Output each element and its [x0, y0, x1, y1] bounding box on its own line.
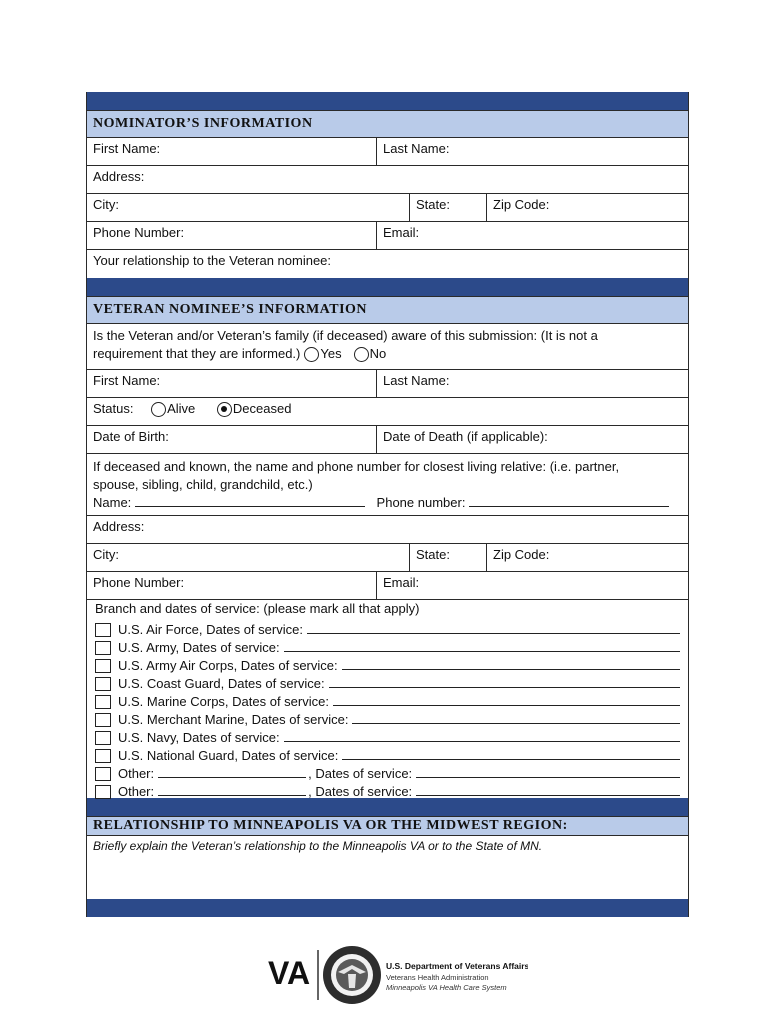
other-branch-input[interactable]	[158, 783, 306, 796]
branch-checkbox[interactable]	[95, 641, 111, 655]
va-footer-logo	[268, 938, 528, 1018]
relative-phone-input[interactable]	[469, 494, 669, 507]
nominee-address-row	[87, 516, 688, 544]
nominee-dates-row	[87, 426, 688, 454]
branch-checkbox[interactable]	[95, 677, 111, 691]
section-bar	[87, 92, 688, 110]
branch-label: U.S. Army Air Corps, Dates of service:	[118, 658, 338, 673]
branch-row	[95, 709, 680, 727]
branch-intro: Branch and dates of service: (please mark all that apply)	[95, 601, 420, 616]
nominee-phone-field[interactable]: Phone Number:	[93, 575, 185, 590]
branch-dates-input[interactable]	[333, 693, 680, 706]
nominee-email-field[interactable]: Email:	[376, 572, 688, 599]
other-label: Other:	[118, 766, 155, 781]
nominator-state-field[interactable]: State:	[409, 194, 486, 221]
other-dates-label: , Dates of service:	[308, 784, 413, 799]
branch-row	[95, 655, 680, 673]
other-branch-input[interactable]	[158, 765, 306, 778]
nominee-address-field[interactable]: Address:	[93, 519, 145, 534]
branch-row	[95, 637, 680, 655]
other-dates-input[interactable]	[416, 765, 680, 778]
va-admin-text: Veterans Health Administration	[386, 973, 489, 982]
awareness-question-cont: requirement that they are informed.)	[93, 346, 301, 361]
branch-dates-input[interactable]	[342, 747, 680, 760]
other-checkbox[interactable]	[95, 767, 111, 781]
aware-no-label: No	[369, 346, 387, 361]
nominee-status-row	[87, 398, 688, 426]
other-row	[95, 763, 680, 781]
va-dept-text: U.S. Department of Veterans Affairs	[386, 961, 528, 971]
status-deceased-label: Deceased	[232, 401, 292, 416]
awareness-question: Is the Veteran and/or Veteran’s family (if deceased) aware of this submission: (It is not a	[93, 328, 598, 343]
branch-row	[95, 727, 680, 745]
relationship-prompt: Briefly explain the Veteran’s relationship to the Minneapolis VA or to the State of MN.	[93, 839, 543, 853]
nominator-zip-field[interactable]: Zip Code:	[486, 194, 688, 221]
nominee-state-field[interactable]: State:	[409, 544, 486, 571]
branch-checkbox[interactable]	[95, 713, 111, 727]
date-of-birth-field[interactable]: Date of Birth:	[93, 429, 169, 444]
branch-label: U.S. Merchant Marine, Dates of service:	[118, 712, 349, 727]
nominator-relationship-field[interactable]: Your relationship to the Veteran nominee:	[93, 253, 332, 268]
nominator-relationship-row	[87, 250, 688, 278]
branch-dates-input[interactable]	[342, 657, 680, 670]
relative-name-label: Name:	[93, 495, 132, 510]
nominator-phone-field[interactable]: Phone Number:	[93, 225, 185, 240]
other-dates-label: , Dates of service:	[308, 766, 413, 781]
nominee-name-row	[87, 370, 688, 398]
branch-row	[95, 745, 680, 763]
nominator-city-row	[87, 194, 688, 222]
nominator-address-row	[87, 166, 688, 194]
aware-yes-radio[interactable]	[304, 347, 319, 362]
relative-name-input[interactable]	[135, 494, 365, 507]
relationship-explain-field[interactable]	[87, 836, 688, 899]
nominee-last-name-field[interactable]: Last Name:	[376, 370, 688, 397]
nominator-email-field[interactable]: Email:	[376, 222, 688, 249]
nominee-header: VETERAN NOMINEE’S INFORMATION	[87, 296, 688, 324]
nominator-contact-row	[87, 222, 688, 250]
branch-section	[87, 600, 688, 798]
awareness-row	[87, 324, 688, 370]
branch-label: U.S. Air Force, Dates of service:	[118, 622, 303, 637]
branch-dates-input[interactable]	[329, 675, 680, 688]
branch-label: U.S. National Guard, Dates of service:	[118, 748, 339, 763]
branch-dates-input[interactable]	[284, 729, 680, 742]
va-system-text: Minneapolis VA Health Care System	[386, 983, 507, 992]
other-checkbox[interactable]	[95, 785, 111, 799]
aware-no-radio[interactable]	[354, 347, 369, 362]
nominee-zip-field[interactable]: Zip Code:	[486, 544, 688, 571]
branch-label: U.S. Navy, Dates of service:	[118, 730, 280, 745]
branch-checkbox[interactable]	[95, 695, 111, 709]
branch-checkbox[interactable]	[95, 623, 111, 637]
status-alive-label: Alive	[167, 401, 196, 416]
section-bar	[87, 899, 688, 917]
nominator-name-row	[87, 138, 688, 166]
relative-phone-label: Phone number:	[376, 495, 466, 510]
branch-label: U.S. Coast Guard, Dates of service:	[118, 676, 325, 691]
nominator-last-name-field[interactable]: Last Name:	[376, 138, 688, 165]
nominee-city-row	[87, 544, 688, 572]
date-of-death-field[interactable]: Date of Death (if applicable):	[376, 426, 688, 453]
nomination-form	[86, 92, 689, 917]
relative-question-cont: spouse, sibling, child, grandchild, etc.)	[93, 477, 313, 492]
branch-row	[95, 619, 680, 637]
branch-checkbox[interactable]	[95, 731, 111, 745]
other-label: Other:	[118, 784, 155, 799]
relative-row	[87, 454, 688, 516]
nominee-city-field[interactable]: City:	[93, 547, 119, 562]
branch-row	[95, 673, 680, 691]
status-alive-radio[interactable]	[151, 402, 166, 417]
branch-dates-input[interactable]	[284, 639, 680, 652]
relationship-header: RELATIONSHIP TO MINNEAPOLIS VA OR THE MIDWEST REGION:	[87, 816, 688, 836]
relative-question: If deceased and known, the name and phone number for closest living relative: (i.e. partner,	[93, 459, 620, 474]
nominator-city-field[interactable]: City:	[93, 197, 119, 212]
status-label: Status:	[93, 401, 134, 416]
nominator-header: NOMINATOR’S INFORMATION	[87, 110, 688, 138]
branch-checkbox[interactable]	[95, 659, 111, 673]
nominee-contact-row	[87, 572, 688, 600]
branch-dates-input[interactable]	[352, 711, 680, 724]
branch-checkbox[interactable]	[95, 749, 111, 763]
nominator-first-name-field[interactable]: First Name:	[93, 141, 161, 156]
va-seal-icon	[323, 946, 381, 1004]
section-bar	[87, 278, 688, 296]
nominator-address-field[interactable]: Address:	[93, 169, 145, 184]
nominee-first-name-field[interactable]: First Name:	[93, 373, 161, 388]
va-wordmark: VA	[268, 955, 311, 991]
branch-label: U.S. Marine Corps, Dates of service:	[118, 694, 329, 709]
branch-label: U.S. Army, Dates of service:	[118, 640, 280, 655]
branch-row	[95, 691, 680, 709]
branch-dates-input[interactable]	[307, 621, 680, 634]
status-deceased-radio[interactable]	[217, 402, 232, 417]
other-row	[95, 781, 680, 799]
other-dates-input[interactable]	[416, 783, 680, 796]
section-bar	[87, 798, 688, 816]
aware-yes-label: Yes	[320, 346, 342, 361]
